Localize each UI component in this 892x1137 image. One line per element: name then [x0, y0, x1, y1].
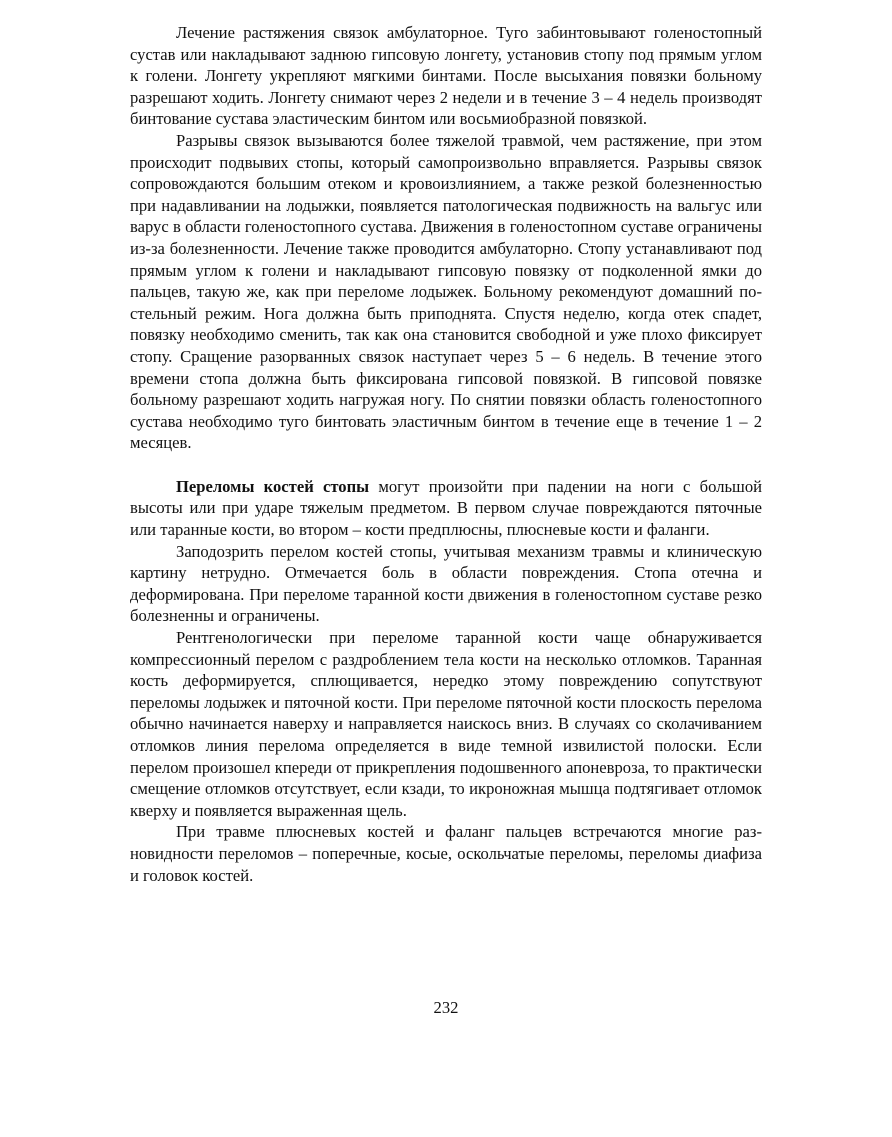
paragraph-diagnosis: Заподозрить перелом костей стопы, учитывая механизм травмы и клиническую картину нетрудно. Отмечается боль в области повреждения. Стопа отечна и деформирована. При переломе таранной кости движения в голеностопном суставе резко болезненны и ограничены.	[130, 541, 762, 626]
section-gap	[130, 454, 762, 476]
section-heading-foot-fractures: Переломы костей стопы	[176, 476, 370, 496]
page-number: 232	[433, 998, 459, 1017]
paragraph-ligament-rupture: Разрывы связок вызываются более тяжелой травмой, чем растяжение, при этом происходит подвывих стопы, который самопроизвольно вправляется. Разрывы связок сопровождаются большим отеком и кровоизлиянием, а также резкой болезненностью при надавливании на лодыжки, появляется патологическая подвижность на вальгус или варус в области голеностопного сустава. Движения в голеностопном суставе ограничены из-за болезненности. Лечение также проводится амбулаторно. Стопу устанавливают под прямым углом к голени и накладывают гипсовую повязку от подколенной ямки до пальцев, такую же, как при переломе лодыжек. Больному рекомендуют домашний постельный режим. Нога должна быть приподнята. Спустя неделю, когда отек спадет, повязку необходимо сменить, так как она становится свободной и уже плохо фиксирует стопу. Сращение разорванных связок наступает через 5 – 6 недель. В течение этого времени стопа должна быть фиксирована гипсовой повязкой. В гипсовой повязке больному разрешают ходить нагружая ногу. По снятии повязки область голеностопного сустава необходимо туго бинтовать эластичным бинтом в течение еще в течение 1 – 2 месяцев.	[130, 130, 762, 453]
paragraph-foot-fractures-intro	[130, 476, 762, 541]
paragraph-radiology: Рентгенологически при переломе таранной кости чаще обнаруживается компрессионный перелом с раздроблением тела кости на несколько отломков. Таранная кость деформируется, сплющивается, нередко этому повреждению сопутствуют переломы лодыжек и пяточной кости. При переломе пяточной кости плоскость перелома обычно начинается наверху и направляется наискось вниз. В случаях со сколачиванием отломков линия перелома определяется в виде темной извилистой полоски. Если перелом произошел кпереди от прикрепления подошвенного апоневроза, то практически смещение отломков отсутствует, если кзади, то икроножная мышца подтягивает отломок кверху и появляется выраженная щель.	[130, 628, 762, 820]
foot-fractures-intro-text: могут произойти при падении на ноги с большой высоты или при ударе тяжелым предметом. В первом случае повреждаются пяточные или таранные кости, во втором – кости предплюсны, плюсневые кости и фаланги.	[130, 476, 762, 540]
paragraph-metatarsal-fractures: При травме плюсневых костей и фаланг пальцев встречаются многие разновидности переломов – поперечные, косые, оскольчатые переломы, переломы диафиза и головок костей.	[130, 822, 762, 885]
document-page	[130, 22, 762, 886]
paragraph-sprain-treatment: Лечение растяжения связок амбулаторное. Туго забинтовывают голеностопный сустав или накладывают заднюю гипсовую лонгету, установив стопу под прямым углом к голени. Лонгету укрепляют мягкими бинтами. После высыхания повязки больному разрешают ходить. Лонгету снимают через 2 недели и в течение 3 – 4 недель производят бинтование сустава эластическим бинтом или восьмиобразной повязкой.	[130, 23, 762, 129]
